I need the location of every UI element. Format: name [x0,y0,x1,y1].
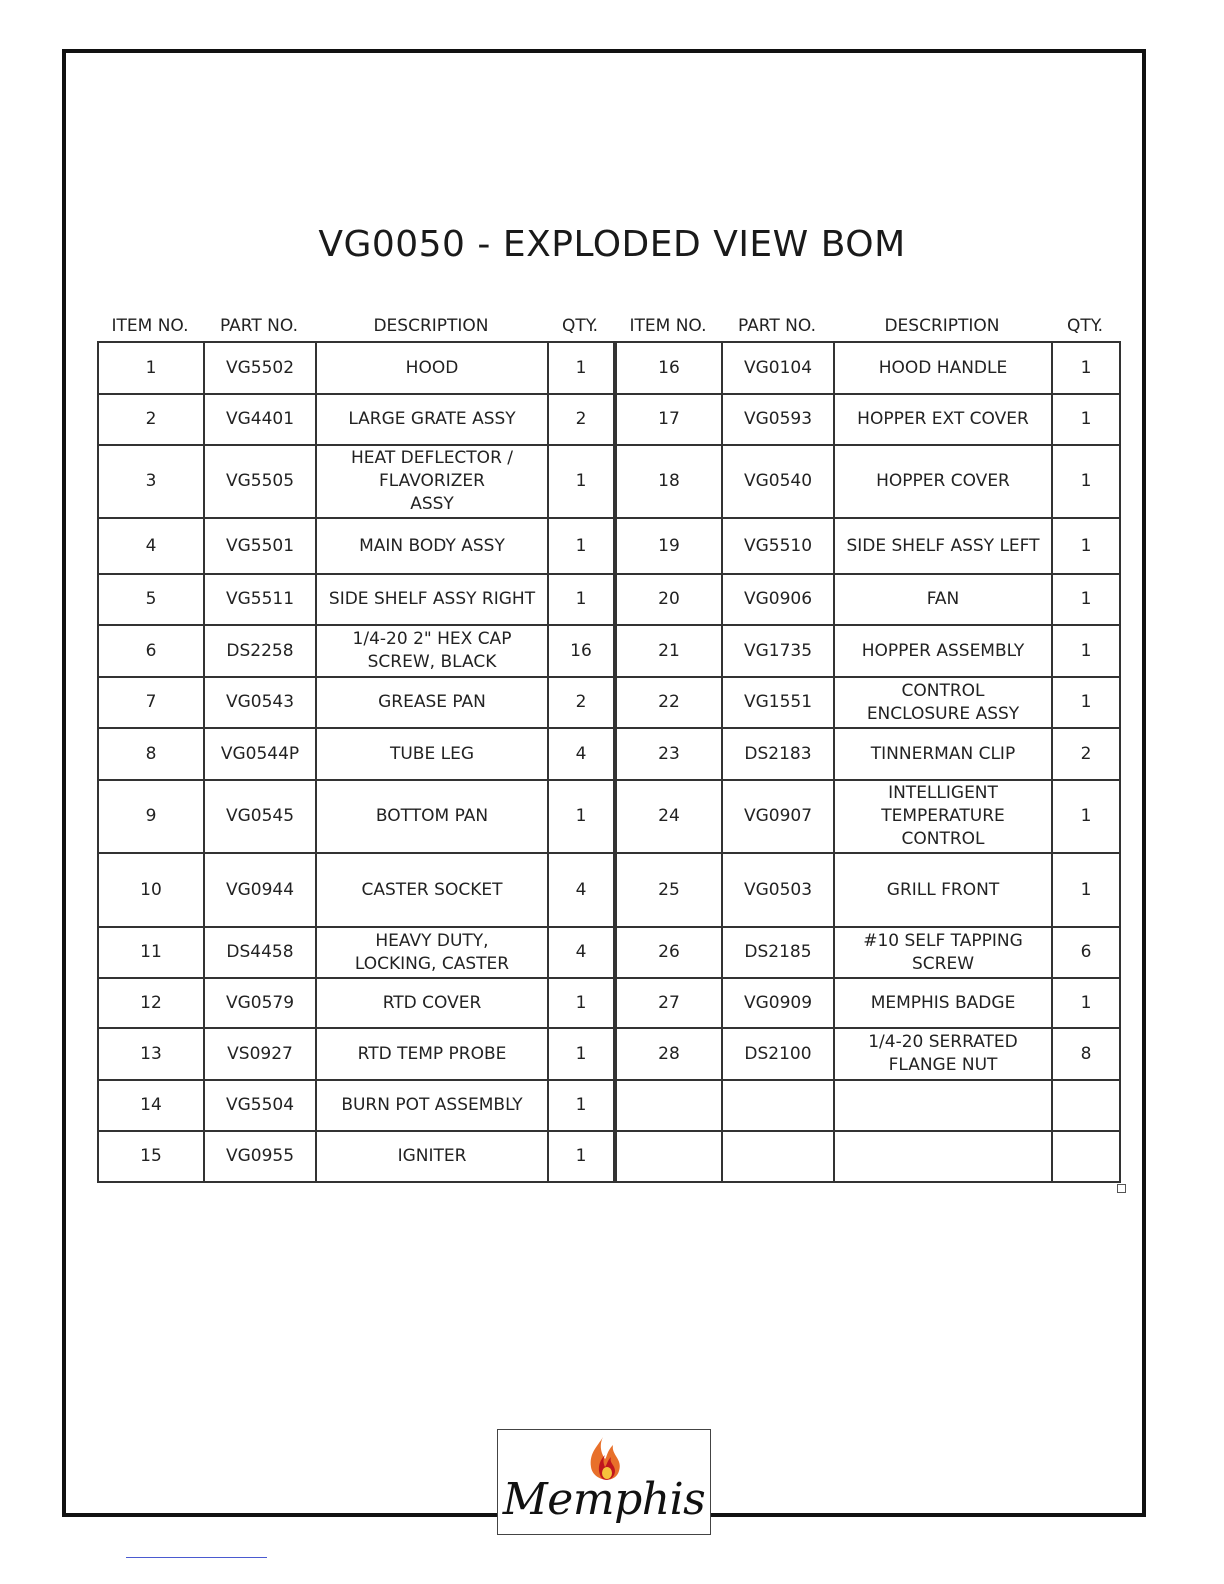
item-no-cell: 2 [98,394,204,445]
qty-cell: 2 [548,394,614,445]
description-cell: TUBE LEG [316,728,548,780]
qty-cell: 1 [1052,780,1120,853]
qty-cell: 6 [1052,927,1120,978]
item-no-cell [616,1080,722,1131]
part-no-cell: VG0503 [722,853,834,927]
description-cell: HOPPER ASSEMBLY [834,625,1052,677]
qty-cell: 1 [1052,518,1120,574]
qty-cell: 4 [548,853,614,927]
header-item-no: ITEM NO. [629,316,707,336]
table-row [98,394,614,445]
item-no-cell: 1 [98,342,204,394]
qty-cell [1052,1131,1120,1182]
item-no-cell: 16 [616,342,722,394]
description-cell: HEAVY DUTY, LOCKING, CASTER [316,927,548,978]
part-no-cell: VG0545 [204,780,316,853]
item-no-cell: 4 [98,518,204,574]
part-no-cell: VG5510 [722,518,834,574]
part-no-cell: VG0579 [204,978,316,1028]
table-row [616,625,1120,677]
part-no-cell: VG5502 [204,342,316,394]
description-cell: FAN [834,574,1052,625]
table-row [616,1080,1120,1131]
qty-cell: 1 [548,342,614,394]
qty-cell: 1 [548,518,614,574]
description-cell: SIDE SHELF ASSY RIGHT [316,574,548,625]
part-no-cell: VG0944 [204,853,316,927]
table-row [98,342,614,394]
description-cell: IGNITER [316,1131,548,1182]
page-title: VG0050 - EXPLODED VIEW BOM [318,224,906,265]
table-row [98,445,614,518]
header-part-no: PART NO. [738,316,816,336]
table-row [98,574,614,625]
part-no-cell: DS2258 [204,625,316,677]
item-no-cell: 14 [98,1080,204,1131]
item-no-cell: 22 [616,677,722,728]
part-no-cell: VG0906 [722,574,834,625]
description-cell: MEMPHIS BADGE [834,978,1052,1028]
item-no-cell: 12 [98,978,204,1028]
description-cell: BOTTOM PAN [316,780,548,853]
item-no-cell: 7 [98,677,204,728]
item-no-cell: 25 [616,853,722,927]
table-row [616,927,1120,978]
item-no-cell: 21 [616,625,722,677]
part-no-cell [722,1131,834,1182]
table-row [616,780,1120,853]
qty-cell: 1 [1052,677,1120,728]
qty-cell: 1 [1052,445,1120,518]
description-cell: GREASE PAN [316,677,548,728]
header-item-no: ITEM NO. [111,316,189,336]
description-cell: RTD TEMP PROBE [316,1028,548,1080]
qty-cell: 1 [1052,978,1120,1028]
bom-table-right [615,341,1121,1183]
table-row [616,445,1120,518]
table-row [98,978,614,1028]
description-cell: BURN POT ASSEMBLY [316,1080,548,1131]
footer-rule [126,1557,267,1558]
item-no-cell: 15 [98,1131,204,1182]
table-row [616,677,1120,728]
qty-cell: 1 [548,445,614,518]
table-row [616,394,1120,445]
part-no-cell: VG5501 [204,518,316,574]
item-no-cell: 19 [616,518,722,574]
item-no-cell: 11 [98,927,204,978]
part-no-cell: VG1735 [722,625,834,677]
table-row [98,625,614,677]
item-no-cell: 23 [616,728,722,780]
part-no-cell: VG5505 [204,445,316,518]
header-part-no: PART NO. [220,316,298,336]
logo-wordmark: Memphis [502,1474,706,1525]
qty-cell: 1 [1052,574,1120,625]
part-no-cell: VG0593 [722,394,834,445]
item-no-cell: 8 [98,728,204,780]
header-description: DESCRIPTION [373,316,489,336]
item-no-cell: 13 [98,1028,204,1080]
description-cell: 1/4-20 2" HEX CAP SCREW, BLACK [316,625,548,677]
item-no-cell: 10 [98,853,204,927]
qty-cell: 2 [548,677,614,728]
part-no-cell: DS4458 [204,927,316,978]
table-row [98,677,614,728]
qty-cell: 1 [548,1080,614,1131]
part-no-cell: DS2183 [722,728,834,780]
description-cell: HEAT DEFLECTOR / FLAVORIZER ASSY [316,445,548,518]
qty-cell: 1 [1052,625,1120,677]
description-cell: INTELLIGENT TEMPERATURE CONTROL [834,780,1052,853]
table-row [98,1028,614,1080]
qty-cell: 1 [1052,394,1120,445]
table-row [616,342,1120,394]
part-no-cell: VG4401 [204,394,316,445]
qty-cell: 1 [548,780,614,853]
description-cell: HOOD [316,342,548,394]
part-no-cell: DS2185 [722,927,834,978]
table-row [616,518,1120,574]
part-no-cell: VG0544P [204,728,316,780]
item-no-cell: 26 [616,927,722,978]
qty-cell: 4 [548,728,614,780]
description-cell: SIDE SHELF ASSY LEFT [834,518,1052,574]
table-resize-handle [1117,1184,1126,1193]
item-no-cell [616,1131,722,1182]
qty-cell: 1 [1052,342,1120,394]
description-cell: #10 SELF TAPPING SCREW [834,927,1052,978]
header-qty: QTY. [1066,316,1104,336]
item-no-cell: 5 [98,574,204,625]
qty-cell: 1 [548,1028,614,1080]
part-no-cell: VG0907 [722,780,834,853]
table-row [616,728,1120,780]
description-cell: HOPPER COVER [834,445,1052,518]
description-cell: GRILL FRONT [834,853,1052,927]
description-cell: HOOD HANDLE [834,342,1052,394]
qty-cell: 4 [548,927,614,978]
description-cell: HOPPER EXT COVER [834,394,1052,445]
description-cell: LARGE GRATE ASSY [316,394,548,445]
part-no-cell: VG0540 [722,445,834,518]
table-row [616,853,1120,927]
item-no-cell: 20 [616,574,722,625]
description-cell: TINNERMAN CLIP [834,728,1052,780]
qty-cell [1052,1080,1120,1131]
qty-cell: 1 [548,1131,614,1182]
table-row [98,728,614,780]
item-no-cell: 17 [616,394,722,445]
bom-table-left [97,341,615,1183]
part-no-cell: VG0955 [204,1131,316,1182]
part-no-cell: VG1551 [722,677,834,728]
item-no-cell: 27 [616,978,722,1028]
part-no-cell: VG0909 [722,978,834,1028]
part-no-cell: VG5511 [204,574,316,625]
part-no-cell: VG0104 [722,342,834,394]
item-no-cell: 24 [616,780,722,853]
part-no-cell: DS2100 [722,1028,834,1080]
part-no-cell: VG5504 [204,1080,316,1131]
item-no-cell: 18 [616,445,722,518]
table-row [98,518,614,574]
table-row [98,1080,614,1131]
qty-cell: 8 [1052,1028,1120,1080]
part-no-cell: VG0543 [204,677,316,728]
item-no-cell: 3 [98,445,204,518]
table-row [98,1131,614,1182]
table-row [616,1131,1120,1182]
description-cell: MAIN BODY ASSY [316,518,548,574]
description-cell: 1/4-20 SERRATED FLANGE NUT [834,1028,1052,1080]
qty-cell: 1 [548,978,614,1028]
table-row [98,853,614,927]
table-row [616,978,1120,1028]
item-no-cell: 28 [616,1028,722,1080]
item-no-cell: 6 [98,625,204,677]
part-no-cell: VS0927 [204,1028,316,1080]
qty-cell: 2 [1052,728,1120,780]
table-row [98,927,614,978]
description-cell: CONTROL ENCLOSURE ASSY [834,677,1052,728]
table-row [98,780,614,853]
qty-cell: 1 [1052,853,1120,927]
description-cell [834,1131,1052,1182]
part-no-cell [722,1080,834,1131]
description-cell [834,1080,1052,1131]
item-no-cell: 9 [98,780,204,853]
description-cell: RTD COVER [316,978,548,1028]
header-qty: QTY. [561,316,599,336]
header-description: DESCRIPTION [884,316,1000,336]
qty-cell: 1 [548,574,614,625]
qty-cell: 16 [548,625,614,677]
description-cell: CASTER SOCKET [316,853,548,927]
table-row [616,1028,1120,1080]
memphis-logo [497,1429,711,1535]
table-row [616,574,1120,625]
